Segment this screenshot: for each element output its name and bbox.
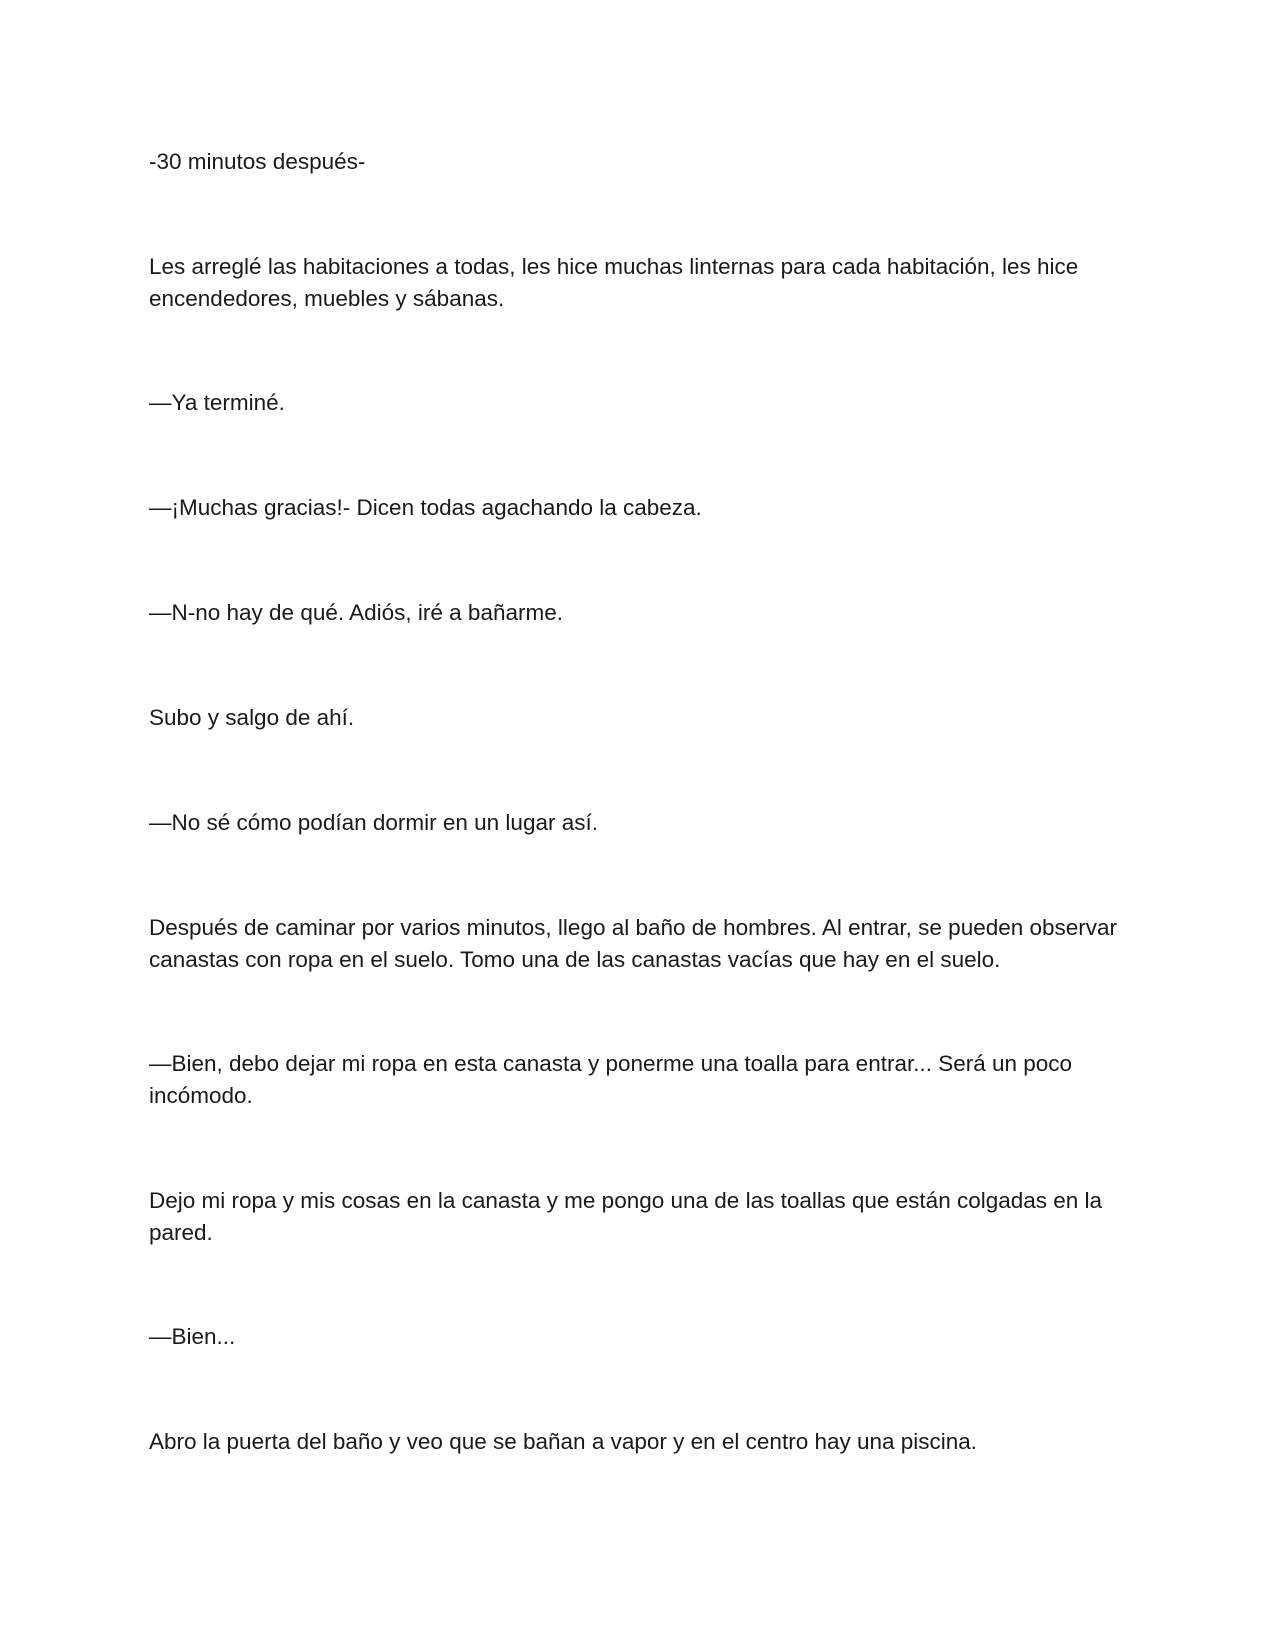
paragraph-dialogue-towel: —Bien, debo dejar mi ropa en esta canasta y ponerme una toalla para entrar... Será un poco incómodo. bbox=[149, 1051, 1073, 1108]
paragraph-leaves: Subo y salgo de ahí. bbox=[149, 705, 355, 730]
paragraph-time-skip: -30 minutos después- bbox=[149, 149, 366, 174]
paragraph-dialogue-sleep: —No sé cómo podían dormir en un lugar así. bbox=[149, 810, 598, 835]
paragraph-dialogue-goodbye: —N-no hay de qué. Adiós, iré a bañarme. bbox=[149, 600, 563, 625]
paragraph-dialogue-thanks: —¡Muchas gracias!- Dicen todas agachando la cabeza. bbox=[149, 495, 702, 520]
paragraph-dialogue-well: —Bien... bbox=[149, 1324, 236, 1349]
paragraph-rooms-arranged: Les arreglé las habitaciones a todas, les hice muchas linternas para cada habitación, les hice encendedores, muebles y sábanas. bbox=[149, 254, 1079, 311]
paragraph-leaves-clothes: Dejo mi ropa y mis cosas en la canasta y me pongo una de las toallas que están colgadas en la pared. bbox=[149, 1188, 1103, 1245]
paragraph-opens-door: Abro la puerta del baño y veo que se bañan a vapor y en el centro hay una piscina. bbox=[149, 1429, 978, 1454]
paragraph-baths-arrival: Después de caminar por varios minutos, llego al baño de hombres. Al entrar, se pueden observar canastas con ropa en el suelo. Tomo una de las canastas vacías que hay en el suelo. bbox=[149, 915, 1118, 972]
paragraph-dialogue-finished: —Ya terminé. bbox=[149, 390, 285, 415]
